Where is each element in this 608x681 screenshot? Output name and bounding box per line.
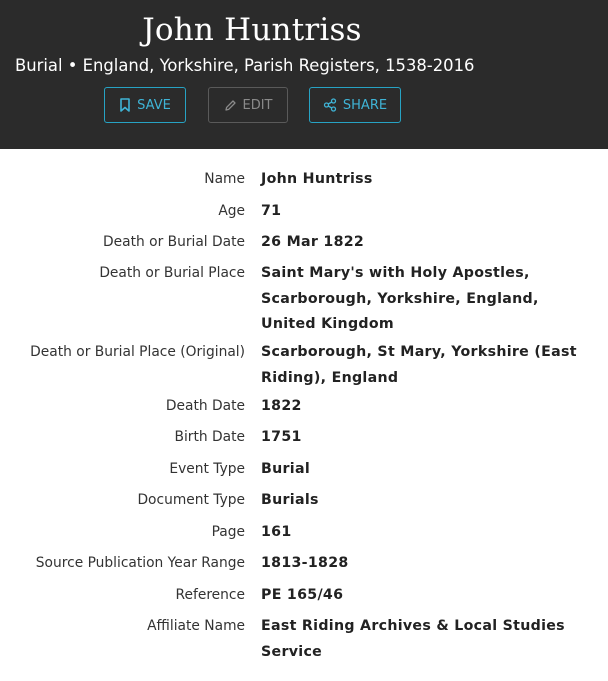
fact-value: East Riding Archives & Local Studies Service [261, 618, 565, 660]
fact-value: 26 Mar 1822 [261, 234, 365, 250]
fact-value: 1813-1828 [261, 555, 349, 571]
record-header [0, 0, 608, 149]
fact-value: 71 [261, 203, 282, 219]
fact-value: Scarborough, St Mary, Yorkshire (East Riding), England [261, 344, 577, 386]
fact-label: Birth Date [174, 429, 245, 445]
edit-button[interactable] [208, 87, 288, 123]
fact-label: Death Date [165, 398, 245, 414]
fact-value: 1822 [261, 398, 302, 414]
fact-label: Event Type [169, 461, 245, 477]
fact-value: Burial [261, 461, 311, 477]
fact-value: John Huntriss [261, 171, 373, 187]
share-button[interactable] [309, 87, 401, 123]
fact-value: Burials [261, 492, 319, 508]
fact-label: Death or Burial Date [103, 234, 245, 250]
fact-value: Saint Mary's with Holy Apostles, Scarborough, Yorkshire, England, United Kingdom [261, 265, 539, 332]
fact-label: Death or Burial Place (Original) [30, 344, 245, 360]
pencil-icon [224, 99, 237, 112]
edit-label: EDIT [242, 97, 273, 113]
save-button[interactable] [104, 87, 186, 123]
fact-label: Affiliate Name [147, 618, 245, 634]
fact-label: Document Type [137, 492, 245, 508]
fact-label: Page [211, 524, 245, 540]
share-icon [323, 98, 337, 112]
fact-value: 1751 [261, 429, 302, 445]
bookmark-icon [119, 98, 131, 112]
record-subtitle: Burial • England, Yorkshire, Parish Registers, 1538-2016 [15, 56, 475, 75]
share-label: SHARE [342, 97, 388, 113]
save-label: SAVE [137, 97, 171, 113]
fact-label: Source Publication Year Range [35, 555, 245, 571]
fact-value: 161 [261, 524, 292, 540]
fact-label: Name [204, 171, 245, 187]
fact-label: Death or Burial Place [99, 265, 245, 281]
record-title: John Huntriss [142, 12, 362, 48]
fact-label: Age [218, 203, 245, 219]
fact-label: Reference [175, 587, 245, 603]
fact-value: PE 165/46 [261, 587, 344, 603]
